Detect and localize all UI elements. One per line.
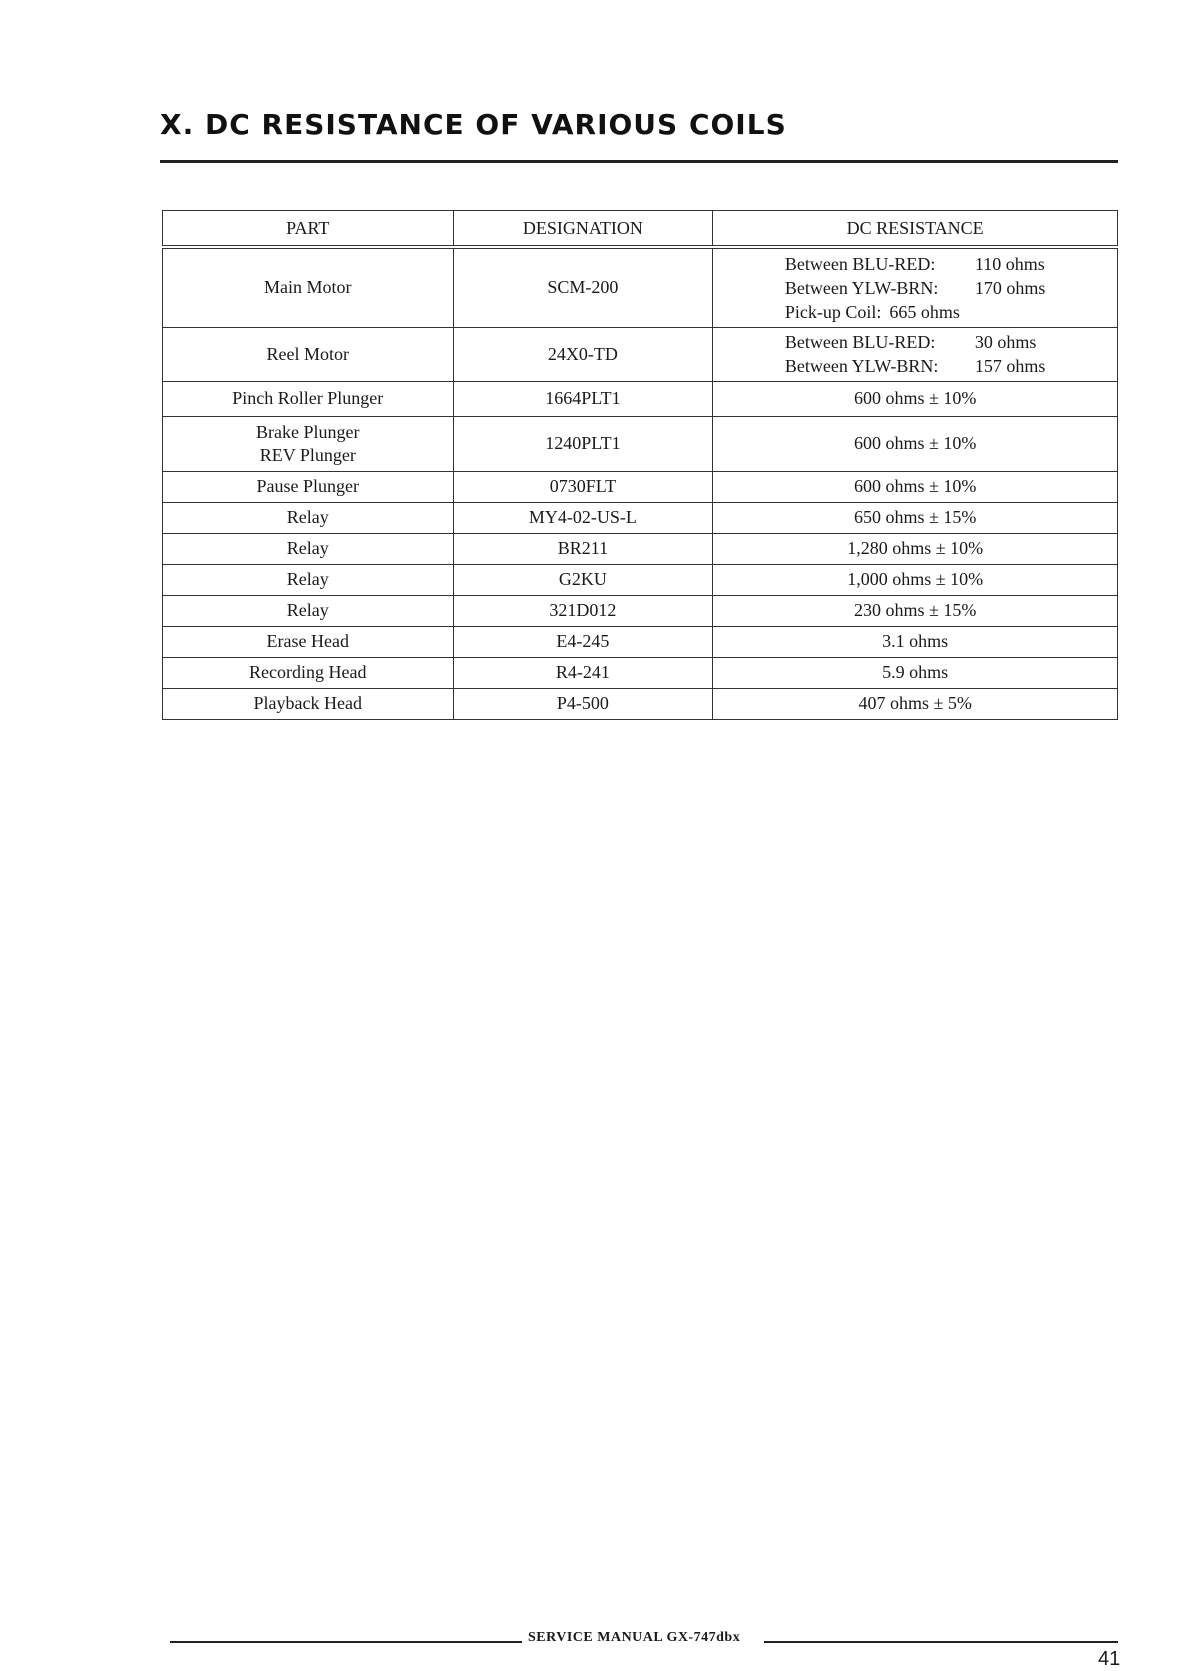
resistance-label: Between YLW-BRN: <box>784 356 939 376</box>
cell-part <box>163 626 454 657</box>
cell-dc-resistance <box>713 327 1118 381</box>
cell-dc-resistance <box>713 416 1118 471</box>
cell-part <box>163 381 454 416</box>
cell-part <box>163 247 454 327</box>
cell-designation: 24X0-TD <box>453 327 713 381</box>
header-designation: DESIGNATION <box>453 211 713 248</box>
coil-resistance-table <box>162 210 1118 720</box>
resistance-value: 230 ohms ± 15% <box>853 600 977 620</box>
resistance-list <box>785 252 1046 324</box>
table-row <box>163 247 1118 327</box>
cell-designation: G2KU <box>453 564 713 595</box>
table-row <box>163 657 1118 688</box>
resistance-label: Between YLW-BRN: <box>784 277 939 298</box>
part-name: Pinch Roller Plunger <box>232 388 384 408</box>
cell-designation: 1664PLT1 <box>453 381 713 416</box>
table-row <box>163 626 1118 657</box>
part-name: Relay <box>286 600 329 620</box>
resistance-line <box>785 354 1046 378</box>
resistance-value: 600 ohms ± 10% <box>853 476 977 496</box>
resistance-value: 650 ohms ± 15% <box>853 507 977 527</box>
cell-part <box>163 327 454 381</box>
cell-designation: 0730FLT <box>453 471 713 502</box>
cell-designation: R4-241 <box>453 657 713 688</box>
table-row <box>163 688 1118 719</box>
cell-part <box>163 502 454 533</box>
cell-part <box>163 564 454 595</box>
footer-rule-left <box>170 1641 522 1643</box>
cell-part <box>163 657 454 688</box>
table-row <box>163 471 1118 502</box>
cell-part <box>163 416 454 471</box>
resistance-label: Pick-up Coil: <box>784 301 882 322</box>
page-number: 41 <box>1098 1648 1121 1670</box>
resistance-line <box>785 330 1046 354</box>
part-name: Pause Plunger <box>256 476 360 496</box>
resistance-value: 1,280 ohms ± 10% <box>847 538 984 558</box>
table-row <box>163 533 1118 564</box>
part-name: Erase Head <box>266 631 349 651</box>
part-name: Relay <box>286 569 329 589</box>
part-name: Playback Head <box>253 693 362 713</box>
part-name: Brake Plunger <box>256 421 360 442</box>
table-row <box>163 327 1118 381</box>
table-row <box>163 416 1118 471</box>
table-row <box>163 502 1118 533</box>
part-name: Relay <box>286 507 329 527</box>
table-row <box>163 564 1118 595</box>
cell-part <box>163 688 454 719</box>
resistance-value: 1,000 ohms ± 10% <box>847 569 984 589</box>
part-name: Recording Head <box>249 662 367 682</box>
cell-dc-resistance <box>713 688 1118 719</box>
cell-dc-resistance <box>713 502 1118 533</box>
resistance-value: 3.1 ohms <box>882 631 949 651</box>
cell-dc-resistance <box>713 626 1118 657</box>
resistance-value: 110 ohms <box>974 253 1045 274</box>
cell-designation: 321D012 <box>453 595 713 626</box>
part-name: Relay <box>286 538 329 558</box>
resistance-value: 600 ohms ± 10% <box>853 433 977 453</box>
header-part: PART <box>163 211 454 248</box>
cell-designation: BR211 <box>453 533 713 564</box>
resistance-value: 5.9 ohms <box>882 662 949 682</box>
cell-dc-resistance <box>713 381 1118 416</box>
resistance-value: 600 ohms ± 10% <box>853 388 977 408</box>
footer-text: SERVICE MANUAL GX-747dbx <box>528 1630 741 1645</box>
cell-dc-resistance <box>713 247 1118 327</box>
page-title: X. DC RESISTANCE OF VARIOUS COILS <box>160 108 787 141</box>
title-rule <box>160 160 1118 163</box>
cell-designation: 1240PLT1 <box>453 416 713 471</box>
resistance-label: Between BLU-RED: <box>784 332 936 352</box>
part-name: Reel Motor <box>266 343 350 364</box>
cell-part <box>163 471 454 502</box>
header-dc-resistance: DC RESISTANCE <box>713 211 1118 248</box>
resistance-list <box>785 330 1046 378</box>
resistance-value: 407 ohms ± 5% <box>858 693 972 713</box>
resistance-value: 157 ohms <box>974 356 1046 376</box>
resistance-value: 170 ohms <box>974 277 1046 298</box>
resistance-value: 665 ohms <box>889 301 960 322</box>
resistance-line <box>785 276 1046 300</box>
table-row <box>163 381 1118 416</box>
part-name: Main Motor <box>264 277 352 298</box>
cell-dc-resistance <box>713 533 1118 564</box>
cell-designation: MY4-02-US-L <box>453 502 713 533</box>
cell-dc-resistance <box>713 564 1118 595</box>
table-row <box>163 595 1118 626</box>
cell-dc-resistance <box>713 471 1118 502</box>
table-header-row <box>163 211 1118 248</box>
cell-dc-resistance <box>713 595 1118 626</box>
cell-designation: P4-500 <box>453 688 713 719</box>
cell-dc-resistance <box>713 657 1118 688</box>
resistance-label: Between BLU-RED: <box>784 253 936 274</box>
resistance-line <box>785 300 1046 324</box>
resistance-line <box>785 252 1046 276</box>
cell-designation: SCM-200 <box>453 247 713 327</box>
resistance-value: 30 ohms <box>974 332 1037 352</box>
footer-rule-right <box>764 1641 1118 1643</box>
cell-part <box>163 595 454 626</box>
part-name: REV Plunger <box>259 444 356 465</box>
cell-designation: E4-245 <box>453 626 713 657</box>
cell-part <box>163 533 454 564</box>
